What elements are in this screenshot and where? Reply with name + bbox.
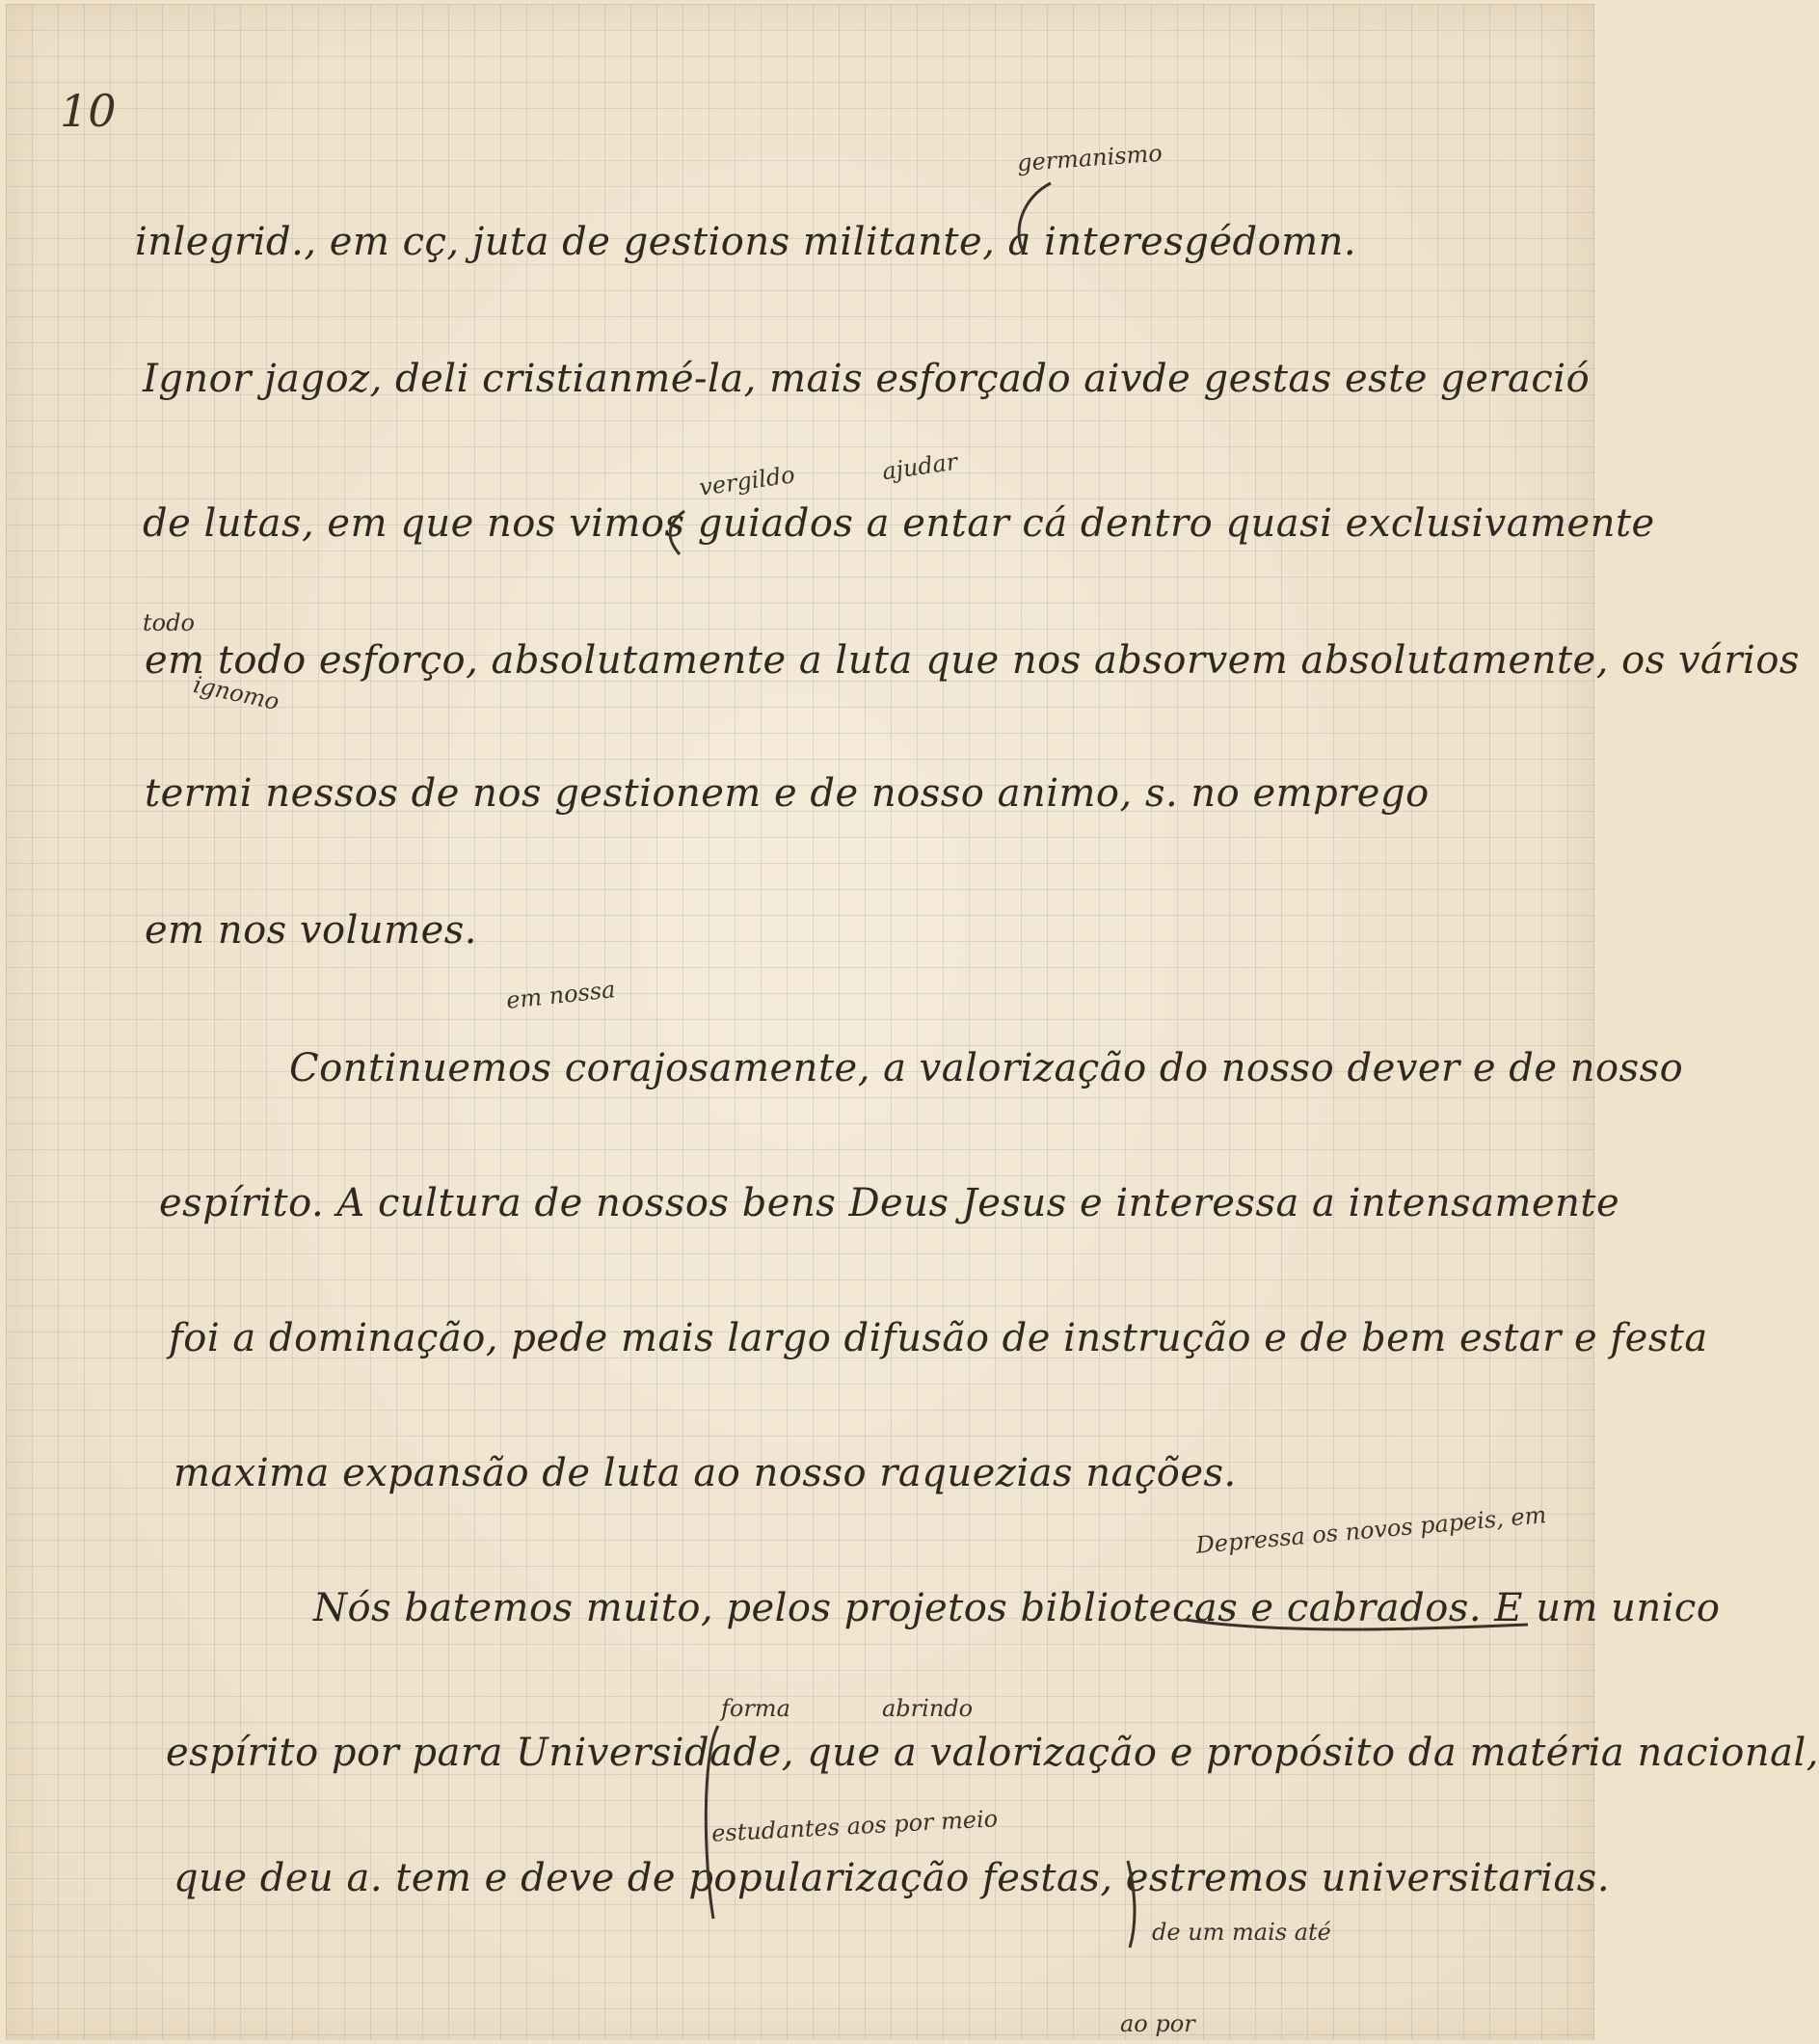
- interlinear-note: estudantes aos por meio: [710, 1805, 999, 1847]
- manuscript-line: em nos volumes.: [145, 908, 477, 953]
- manuscript-line: de lutas, em que nos vimos guiados a entar cá dentro quasi exclusivamente: [143, 501, 1655, 546]
- manuscript-line: foi a dominação, pede mais largo difusão de instrução e de bem estar e festa: [169, 1316, 1708, 1360]
- interlinear-note: Depressa os novos papeis, em: [1194, 1501, 1548, 1559]
- interlinear-note: de um mais até: [1152, 1919, 1331, 1946]
- page-number: 10: [60, 85, 117, 137]
- manuscript-line: espírito. A cultura de nossos bens Deus Jesus e interessa a intensamente: [159, 1181, 1620, 1225]
- manuscript-line: espírito por para Universidade, que a valorização e propósito da matéria nacional,: [166, 1731, 1819, 1775]
- interlinear-note: ignomo: [191, 670, 282, 716]
- interlinear-note: em nossa: [504, 976, 617, 1014]
- manuscript-line: inlegrid., em cç, juta de gestions militante, a interesgédomn.: [135, 220, 1357, 264]
- manuscript-line: em todo esforço, absolutamente a luta que nos absorvem absolutamente, os vários: [145, 638, 1800, 683]
- interlinear-note: vergildo: [697, 461, 797, 501]
- manuscript-line: termi nessos de nos gestionem e de nosso animo, s. no emprego: [145, 771, 1430, 816]
- manuscript-line: que deu a. tem e deve de popularização festas, estremos universitarias.: [174, 1856, 1611, 1900]
- interlinear-note: forma: [721, 1695, 790, 1722]
- manuscript-line: Continuemos corajosamente, a valorização do nosso dever e de nosso: [289, 1046, 1684, 1090]
- manuscript-line: Ignor jagoz, deli cristianmé-la, mais esforçado aivde gestas este geració: [143, 357, 1591, 401]
- interlinear-note: abrindo: [882, 1695, 974, 1722]
- interlinear-note: ajudar: [880, 447, 959, 486]
- interlinear-note: ao por: [1120, 2010, 1195, 2037]
- manuscript-line: maxima expansão de luta ao nosso raquezias nações.: [174, 1451, 1237, 1495]
- interlinear-note: germanismo: [1016, 139, 1164, 177]
- interlinear-note: todo: [143, 609, 195, 636]
- manuscript-line: Nós batemos muito, pelos projetos bibliotecas e cabrados. E um unico: [313, 1586, 1721, 1630]
